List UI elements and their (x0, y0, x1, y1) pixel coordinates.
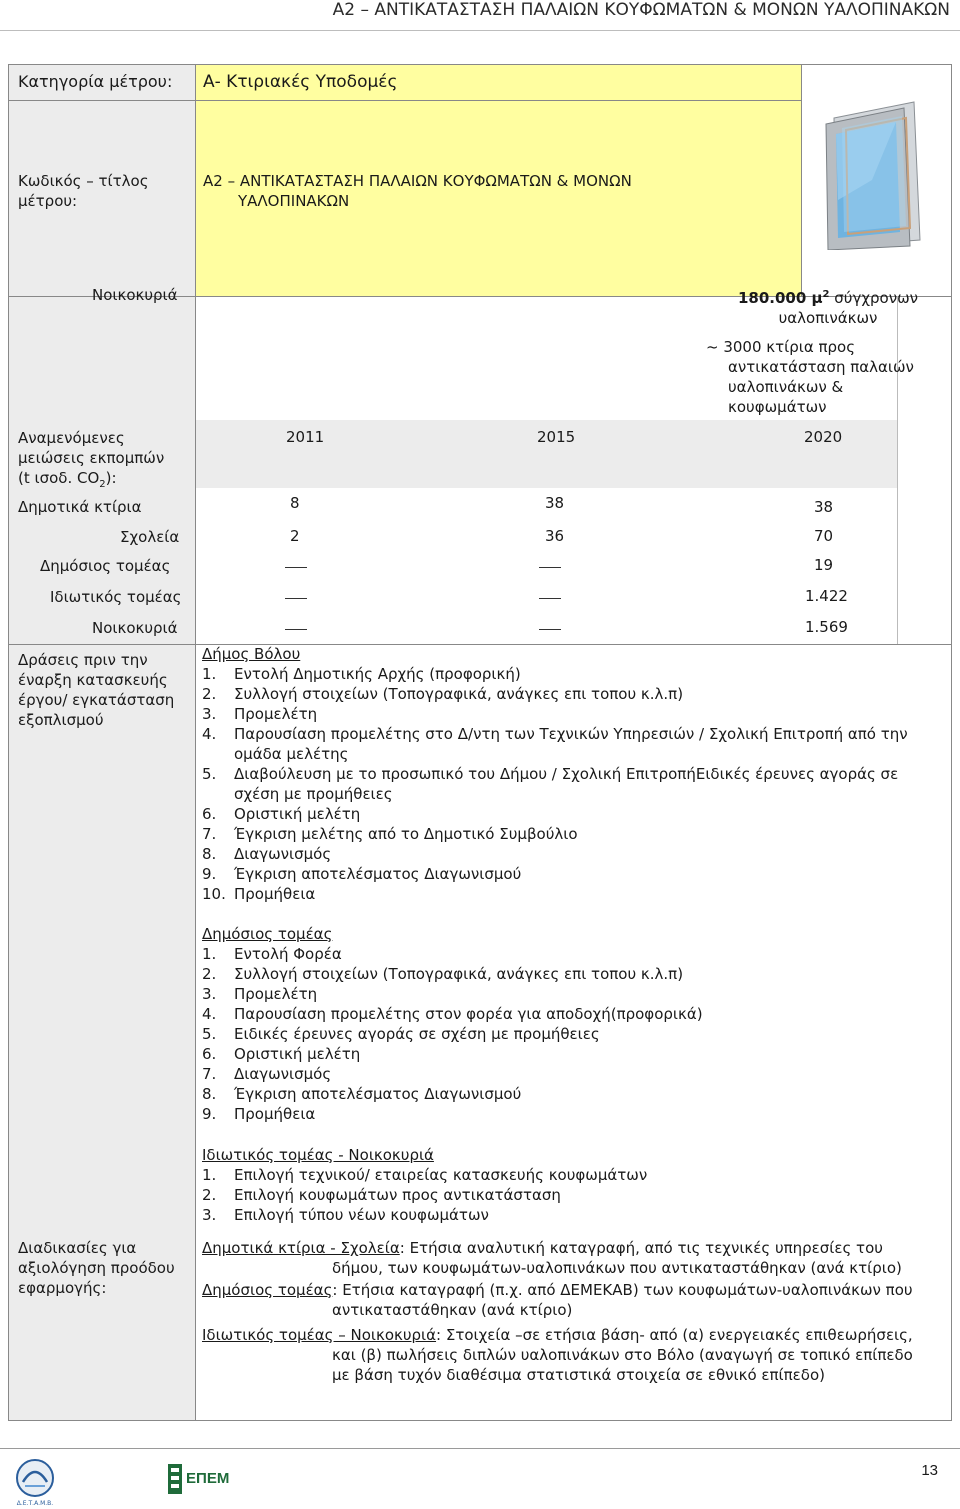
volos-step-item-number: 9. (202, 865, 217, 883)
private-step-item-number: 3. (202, 1206, 217, 1224)
public-step-item-text: Οριστική μελέτη (234, 1045, 361, 1063)
household-target-rest: σύγχρονων (829, 289, 919, 307)
volos-step-item-number: 10. (202, 885, 226, 903)
reductions-label-line2: μειώσεις εκπομπών (18, 449, 165, 467)
private-step-item-text: Επιλογή κουφωμάτων προς αντικατάσταση (234, 1186, 561, 1204)
household-target-line2: υαλοπινάκων (778, 309, 878, 327)
year-2015: 2015 (537, 428, 576, 446)
buildings-target (706, 337, 926, 417)
private-step-item-text: Επιλογή τύπου νέων κουφωμάτων (234, 1206, 489, 1224)
volos-step-item-number: 3. (202, 705, 217, 723)
public-step-item (202, 1004, 942, 1024)
private-step-item-number: 2. (202, 1186, 217, 1204)
private-step-item (202, 1205, 942, 1225)
schools-2011: 2 (290, 527, 300, 545)
volos-step-item-number: 5. (202, 765, 217, 783)
households-2015-dash (539, 629, 561, 630)
image-col-divider (801, 64, 802, 297)
schools-2020: 70 (814, 527, 834, 545)
col-divider (195, 64, 196, 1421)
evaluation-public-line1 (202, 1280, 947, 1300)
household-target-line1 (733, 285, 923, 308)
evaluation-municipal-head: Δημοτικά κτίρια - Σχολεία (202, 1239, 400, 1257)
evaluation-label-line1: Διαδικασίες για (18, 1239, 137, 1257)
volos-step-item-number: 6. (202, 805, 217, 823)
volos-step-item (202, 844, 942, 864)
public-step-item-number: 8. (202, 1085, 217, 1103)
reductions-label-co2: (t ισοδ. CO (18, 469, 100, 487)
private-steps-list (202, 1165, 942, 1225)
public-step-item (202, 1064, 942, 1084)
buildings-target-line4: κουφωμάτων (728, 398, 827, 416)
volos-step-item-text: Παρουσίαση προμελέτης στο Δ/ντη των Τεχνικών Υπηρεσιών / Σχολική Επιτροπή από την ομάδα μελέτης (234, 725, 908, 763)
household-label: Νοικοκυριά (92, 286, 178, 304)
public-step-item-number: 5. (202, 1025, 217, 1043)
public-step-item-text: Παρουσίαση προμελέτης στον φορέα για αποδοχή(προφορικά) (234, 1005, 703, 1023)
reductions-label-line1: Αναμενόμενες (18, 429, 125, 447)
buildings-target-line3: υαλοπινάκων & (728, 378, 844, 396)
public-step-item-text: Έγκριση αποτελέσματος Διαγωνισμού (234, 1085, 522, 1103)
municipal-2015: 38 (545, 494, 565, 512)
reductions-label-line3 (18, 468, 164, 495)
epem-logo-text: ΕΠΕΜ (186, 1470, 230, 1487)
volos-heading: Δήμος Βόλου (202, 645, 301, 663)
detamb-logo-text: Δ.Ε.Τ.Α.Μ.Β. (16, 1500, 54, 1507)
volos-step-item-text: Έγκριση μελέτης από το Δημοτικό Συμβούλιο (234, 825, 578, 843)
volos-step-item-text: Προμήθεια (234, 885, 316, 903)
public-step-item (202, 1084, 942, 1104)
public-steps-list (202, 944, 942, 1124)
household-target-sup: 2 (822, 289, 830, 300)
evaluation-municipal-line1 (202, 1238, 947, 1258)
reductions-label (18, 428, 164, 495)
public-step-item (202, 944, 942, 964)
row-label-households: Νοικοκυριά (92, 619, 178, 637)
volos-step-item-number: 2. (202, 685, 217, 703)
public-step-item (202, 964, 942, 984)
epem-logo (166, 1460, 230, 1500)
public-2011-dash (285, 567, 307, 568)
evaluation-public-head: Δημόσιος τομέας (202, 1281, 333, 1299)
volos-step-item (202, 704, 942, 724)
category-label: Κατηγορία μέτρου: (18, 72, 173, 91)
code-label-line2: μέτρου: (18, 192, 78, 210)
year-2011: 2011 (286, 428, 325, 446)
public-2015-dash (539, 567, 561, 568)
private-section (202, 1145, 942, 1225)
evaluation-municipal-line2: δήμου, των κουφωμάτων-υαλοπινάκων που αντικαταστάθηκαν (ανά κτίριο) (332, 1259, 902, 1277)
volos-step-item-text: Οριστική μελέτη (234, 805, 361, 823)
public-step-item-text: Εντολή Φορέα (234, 945, 342, 963)
detamb-logo-mark (10, 1456, 60, 1504)
private-2020: 1.422 (805, 587, 848, 605)
volos-step-item-text: Εντολή Δημοτικής Αρχής (προφορική) (234, 665, 521, 683)
public-step-item-number: 9. (202, 1105, 217, 1123)
evaluation-private-head: Ιδιωτικός τομέας – Νοικοκυριά (202, 1326, 437, 1344)
row-label-public: Δημόσιος τομέας (40, 557, 171, 575)
schools-2015: 36 (545, 527, 565, 545)
volos-step-item-number: 1. (202, 665, 217, 683)
actions-label-line3: έργου/ εγκατάσταση (18, 691, 175, 709)
public-step-item-number: 2. (202, 965, 217, 983)
evaluation-public-line2: αντικαταστάθηκαν (ανά κτίριο) (332, 1301, 573, 1319)
code-title-line1: Α2 – ΑΝΤΙΚΑΤΑΣΤΑΣΗ ΠΑΛΑΙΩΝ ΚΟΥΦΩΜΑΤΩΝ & ΜΟΝΩΝ (203, 172, 632, 190)
actions-label-line1: Δράσεις πριν την (18, 651, 148, 669)
municipal-2011: 8 (290, 494, 300, 512)
public-step-item-text: Διαγωνισμός (234, 1065, 332, 1083)
detamb-logo (10, 1456, 60, 1507)
row-label-private: Ιδιωτικός τομέας (50, 588, 182, 606)
public-section (202, 924, 942, 1124)
volos-step-item (202, 824, 942, 844)
category-value: Α- Κτιριακές Υποδομές (203, 72, 398, 92)
volos-step-item (202, 764, 942, 804)
volos-step-item-text: Προμελέτη (234, 705, 318, 723)
evaluation-private-line1 (202, 1325, 947, 1345)
reductions-label-sub: 2 (99, 479, 106, 490)
public-2020: 19 (814, 556, 834, 574)
actions-label (18, 650, 174, 730)
volos-step-item (202, 884, 942, 904)
private-step-item (202, 1185, 942, 1205)
public-step-item-number: 1. (202, 945, 217, 963)
evaluation-label-line3: εφαρμογής: (18, 1279, 107, 1297)
actions-label-line4: εξοπλισμού (18, 711, 104, 729)
household-target-value: 180.000 μ (737, 289, 823, 307)
row-divider-1 (8, 100, 801, 101)
public-step-item (202, 984, 942, 1004)
evaluation-label-line2: αξιολόγηση προόδου (18, 1259, 175, 1277)
row-label-municipal: Δημοτικά κτίρια (18, 498, 142, 516)
private-step-item-number: 1. (202, 1166, 217, 1184)
code-label (18, 171, 149, 211)
private-2011-dash (285, 598, 307, 599)
volos-step-item (202, 684, 942, 704)
volos-step-item (202, 724, 942, 764)
private-heading: Ιδιωτικός τομέας - Νοικοκυριά (202, 1146, 434, 1164)
evaluation-public (202, 1280, 947, 1320)
code-title-line2: ΥΑΛΟΠΙΝΑΚΩΝ (238, 192, 350, 210)
page-number: 13 (921, 1462, 938, 1479)
evaluation-label (18, 1238, 175, 1298)
header-rule (0, 30, 960, 31)
private-2015-dash (539, 598, 561, 599)
actions-label-line2: έναρξη κατασκευής (18, 671, 168, 689)
public-step-item-text: Συλλογή στοιχείων (Τοπογραφικά, ανάγκες επι τοπου κ.λ.π) (234, 965, 684, 983)
double-glazed-window-icon (812, 100, 932, 250)
code-label-line1: Κωδικός – τίτλος (18, 172, 149, 190)
volos-step-item-number: 4. (202, 725, 217, 743)
household-target (733, 285, 923, 328)
row-label-schools: Σχολεία (120, 528, 180, 546)
public-step-item-number: 4. (202, 1005, 217, 1023)
public-step-item (202, 1044, 942, 1064)
households-2020: 1.569 (805, 618, 848, 636)
public-step-item-number: 3. (202, 985, 217, 1003)
volos-step-item-text: Διαβούλευση με το προσωπικό του Δήμου / Σχολική ΕπιτροπήΕιδικές έρευνες αγοράς σε σχέση με προμήθειες (234, 765, 899, 803)
private-step-item (202, 1165, 942, 1185)
volos-step-item-text: Διαγωνισμός (234, 845, 332, 863)
volos-steps-list (202, 664, 942, 904)
evaluation-municipal-text: : Ετήσια αναλυτική καταγραφή, από τις τεχνικές υπηρεσίες του (399, 1239, 883, 1257)
evaluation-private-line2: και (β) πωλήσεις διπλών υαλοπινάκων στο Βόλο (αναγωγή σε τοπικό επίπεδο (332, 1346, 913, 1364)
page-header (0, 0, 960, 30)
volos-step-item (202, 864, 942, 884)
public-step-item-number: 7. (202, 1065, 217, 1083)
volos-step-item-text: Έγκριση αποτελέσματος Διαγωνισμού (234, 865, 522, 883)
year-2020: 2020 (804, 428, 843, 446)
public-step-item-text: Ειδικές έρευνες αγοράς σε σχέση με προμήθειες (234, 1025, 600, 1043)
evaluation-private-text: : Στοιχεία –σε ετήσια βάση- από (α) ενεργειακές επιθεωρήσεις, (436, 1326, 913, 1344)
municipal-2020: 38 (814, 498, 834, 516)
volos-step-item (202, 664, 942, 684)
reductions-label-end: ): (105, 469, 117, 487)
public-step-item (202, 1104, 942, 1124)
evaluation-public-text: : Ετήσια καταγραφή (π.χ. από ΔΕΜΕΚΑΒ) των κουφωμάτων-υαλοπινάκων που (332, 1281, 913, 1299)
volos-step-item (202, 804, 942, 824)
public-step-item-number: 6. (202, 1045, 217, 1063)
buildings-target-line2: αντικατάσταση παλαιών (728, 358, 914, 376)
code-title (203, 171, 632, 211)
public-step-item-text: Προμελέτη (234, 985, 318, 1003)
buildings-target-line1: ~ 3000 κτίρια προς (706, 338, 856, 356)
private-step-item-text: Επιλογή τεχνικού/ εταιρείας κατασκευής κουφωμάτων (234, 1166, 648, 1184)
public-heading: Δημόσιος τομέας (202, 925, 333, 943)
header-title: Α2 – ΑΝΤΙΚΑΤΑΣΤΑΣΗ ΠΑΛΑΙΩΝ ΚΟΥΦΩΜΑΤΩΝ & ΜΟΝΩΝ ΥΑΛΟΠΙΝΑΚΩΝ (332, 0, 950, 20)
households-2011-dash (285, 629, 307, 630)
volos-step-item-number: 7. (202, 825, 217, 843)
footer-rule (0, 1448, 960, 1449)
volos-step-item-number: 8. (202, 845, 217, 863)
public-step-item (202, 1024, 942, 1044)
evaluation-private (202, 1325, 947, 1385)
public-step-item-text: Προμήθεια (234, 1105, 316, 1123)
evaluation-private-line3: με βάση τυχόν διαθέσιμα στατιστικά στοιχεία σε εθνικό επίπεδο) (332, 1366, 825, 1384)
evaluation-municipal (202, 1238, 947, 1278)
volos-step-item-text: Συλλογή στοιχείων (Τοπογραφικά, ανάγκες επι τοπου κ.λ.π) (234, 685, 684, 703)
volos-section (202, 644, 942, 904)
